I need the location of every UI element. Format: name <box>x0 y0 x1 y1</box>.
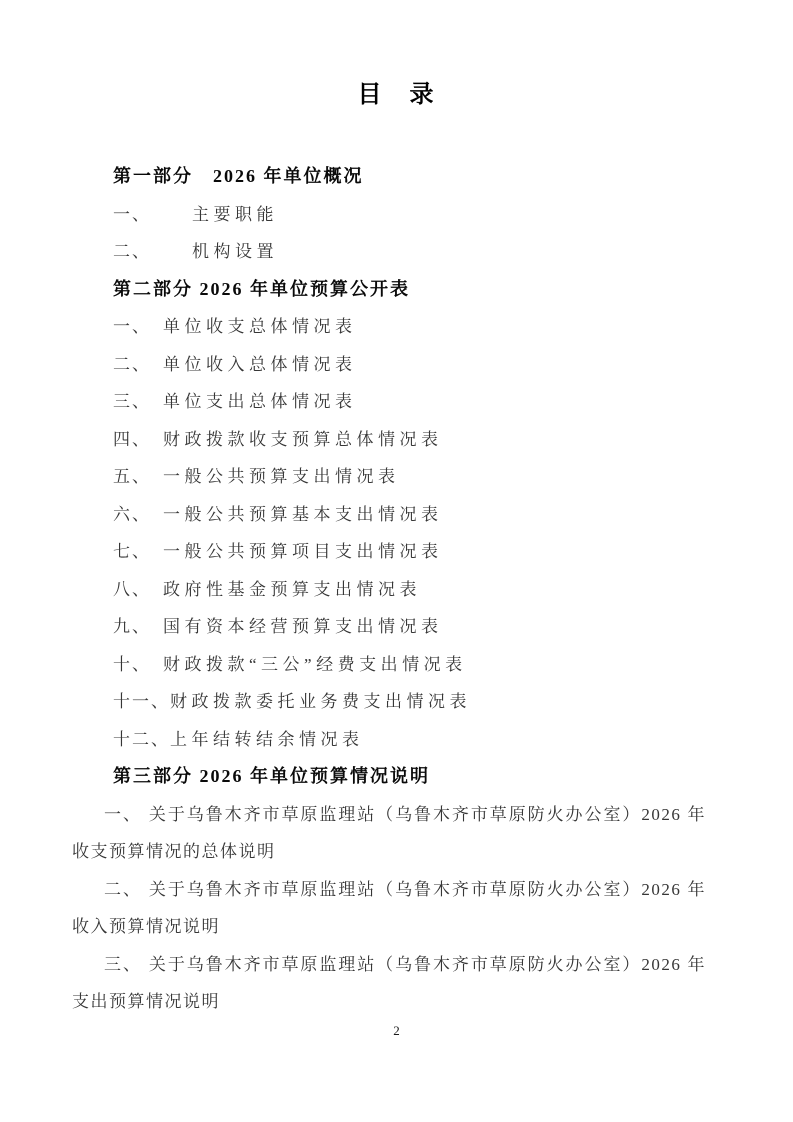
toc-item-label: 一般公共预算项目支出情况表 <box>163 542 443 561</box>
toc-paragraph <box>72 796 706 871</box>
toc-item-number: 十二、 <box>113 729 170 749</box>
toc-item <box>113 571 721 609</box>
toc-item-label: 单位收支总体情况表 <box>163 317 357 336</box>
toc-item-label: 国有资本经营预算支出情况表 <box>163 617 443 636</box>
toc-item-label: 关于乌鲁木齐市草原监理站（乌鲁木齐市草原防火办公室）2026 年收支预算情况的总体说明 <box>72 804 707 861</box>
toc-item <box>113 346 721 384</box>
section-heading: 第二部分 2026 年单位预算公开表 <box>113 278 410 299</box>
page-title: 目 录 <box>357 82 436 108</box>
toc-item-number: 二、 <box>104 879 142 899</box>
toc-item-label: 财政拨款收支预算总体情况表 <box>163 429 443 449</box>
toc-item-label: 关于乌鲁木齐市草原监理站（乌鲁木齐市草原防火办公室）2026 年收入预算情况说明 <box>72 879 707 936</box>
toc-item-number: 三、 <box>113 392 151 411</box>
toc-item <box>113 233 721 271</box>
toc-item-number: 十一、 <box>113 692 170 711</box>
toc-item-number: 七、 <box>113 542 151 561</box>
section-items <box>72 796 721 1021</box>
toc-item-number: 五、 <box>113 467 151 486</box>
toc-item-number: 六、 <box>113 504 151 524</box>
section-heading: 第一部分 2026 年单位概况 <box>113 166 364 186</box>
toc-item-label: 政府性基金预算支出情况表 <box>163 579 421 599</box>
toc-item-label: 单位支出总体情况表 <box>163 392 357 411</box>
toc-item <box>113 196 721 234</box>
section-heading: 第三部分 2026 年单位预算情况说明 <box>113 766 430 786</box>
toc-item <box>113 383 721 421</box>
toc-item-label: 一般公共预算基本支出情况表 <box>163 504 443 524</box>
toc-item-number: 三、 <box>104 954 142 974</box>
toc-item <box>113 646 721 684</box>
toc-item-number: 四、 <box>113 429 151 449</box>
toc-item <box>113 683 721 721</box>
toc-paragraph <box>72 946 706 1021</box>
toc-item-label: 机构设置 <box>192 242 278 261</box>
toc-item <box>113 421 721 459</box>
toc-section-3 <box>72 758 721 1021</box>
table-of-contents <box>72 158 721 1021</box>
toc-item-label: 上年结转结余情况表 <box>170 729 364 749</box>
toc-item-label: 关于乌鲁木齐市草原监理站（乌鲁木齐市草原防火办公室）2026 年支出预算情况说明 <box>72 954 707 1011</box>
toc-paragraph <box>72 871 706 946</box>
toc-item <box>113 496 721 534</box>
toc-item-number: 一、 <box>113 204 151 224</box>
toc-item-number: 十、 <box>113 654 151 674</box>
section-items <box>72 196 721 271</box>
toc-item-number: 二、 <box>113 354 151 374</box>
toc-item-number: 一、 <box>113 317 151 336</box>
toc-section-1 <box>72 158 721 271</box>
toc-item <box>113 721 721 759</box>
toc-item <box>113 308 721 346</box>
toc-item-label: 主要职能 <box>192 204 278 224</box>
toc-item-number: 一、 <box>104 804 142 824</box>
toc-item-number: 九、 <box>113 617 151 636</box>
toc-item-label: 单位收入总体情况表 <box>163 354 357 374</box>
toc-item-label: 财政拨款“三公”经费支出情况表 <box>163 654 467 674</box>
toc-item <box>113 608 721 646</box>
toc-item-number: 二、 <box>113 242 151 261</box>
toc-content <box>72 80 721 1021</box>
toc-item-number: 八、 <box>113 579 151 599</box>
toc-item <box>113 458 721 496</box>
toc-section-2 <box>72 271 721 759</box>
toc-item-label: 财政拨款委托业务费支出情况表 <box>170 692 471 711</box>
toc-item <box>113 533 721 571</box>
section-items <box>72 308 721 758</box>
toc-item-label: 一般公共预算支出情况表 <box>163 467 400 486</box>
page-number: 2 <box>393 1023 400 1038</box>
